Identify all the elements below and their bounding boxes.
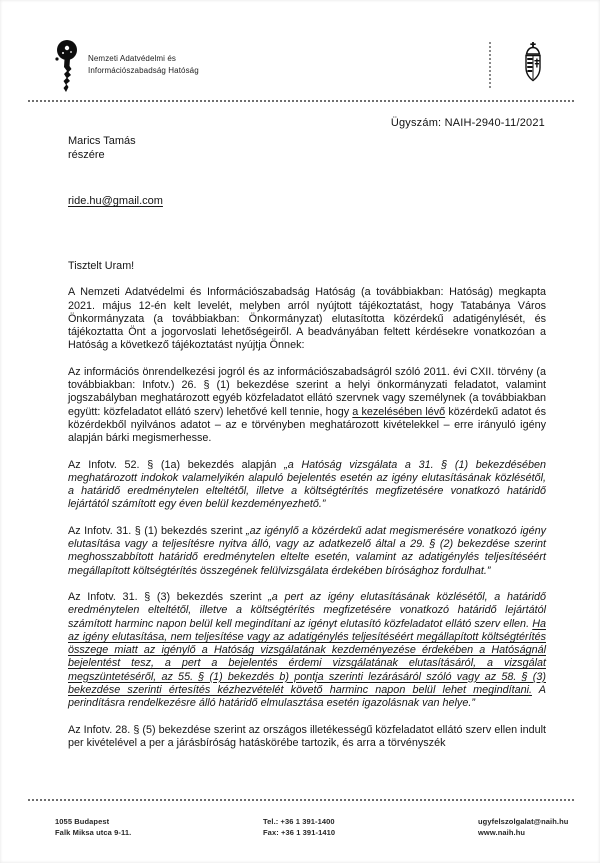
recipient-email: ride.hu@gmail.com (68, 195, 163, 207)
footer-phone (263, 816, 335, 838)
footer-address (55, 816, 131, 838)
case-number: Ügyszám: NAIH-2940-11/2021 (390, 117, 545, 129)
paragraph-intro-text: A Nemzeti Adatvédelmi és Információszabadság Hatóság (a továbbiakban: Hatóság) megkapta 2021. május 12-én kelt levelét, melyben arról nyújtott tájékoztatást, hogy Tatabánya Város Önkormányzata (a továbbiakban: Önkormányzat) elutasította közérdekű adatigénylését, és tájékoztatta Önt a jogorvoslati lehetőségeiről. A beadványában feltett kérdésekre vonatkozóan a Hatóság a következő tájékoztatást nyújtja Önnek: (68, 286, 546, 352)
paragraph-infotv-31-1-quote: „az igénylő a közérdekű adat megismerésére vonatkozó igény elutasítása vagy a teljesítésre nyitva álló, vagy az adatkezelő által a 29. § (2) bekezdése szerint meghosszabbított határidő eredménytelen eltelte esetén, valamint az adatigénylés teljesítéséért megállapított költségtérítés összegének felülvizsgálata érdekében bírósághoz fordulhat.” (68, 524, 547, 577)
footer-tel: Tel.: +36 1 391-1400 (263, 817, 335, 826)
footer-contact (478, 816, 568, 838)
paragraph-infotv-31-3-quote-start: „a pert az igény elutasításának közlésétől, a határidő eredménytelen elteltétől, illetve a költségtérítés megfizetésére vonatkozó határidő lejártától számított harminc napon belül kell megindítani az igényt elutasító közfeladatot ellátó szerv ellen. (68, 590, 547, 630)
letter-body (68, 260, 546, 763)
footer-address-line1: 1055 Budapest (55, 817, 110, 826)
footer-fax: Fax: +36 1 391-1410 (263, 828, 336, 837)
paragraph-infotv-31-3-quote-end: A perindításra rendelkezésre álló határidő elmulasztása esetén igazolásnak van helye.” (68, 684, 546, 710)
org-name (88, 53, 199, 76)
recipient-suffix: részére (68, 148, 105, 161)
paragraph-infotv-52-lead: Az Infotv. 52. § (1a) bekezdés alapján (68, 458, 285, 471)
recipient-block (68, 135, 163, 209)
org-name-line1: Nemzeti Adatvédelmi és (88, 54, 177, 63)
paragraph-infotv-26-post: közérdekű adatot és közérdekből nyilvános adatot – az e törvényben meghatározott kivételekkel – erre irányuló igény alapján bárki megismerhesse. (68, 405, 546, 445)
paragraph-infotv-31-3-quote-underlined: Ha az igény elutasítása, nem teljesítése vagy az adatigénylés teljesítéséért megállapított költségtérítés összege miatt az igénylő a Hatóság vizsgálatának kezdeményezése érdekében a Hatóságnál bejelentést tesz, a pert a bejelentés érdemi vizsgálatának elutasításáról, a vizsgálat megszüntetéséről, az 55. § (1) bekezdés b) pontja szerinti lezárásáról szóló vagy az 58. § (3) bekezdése szerinti értesítés kézhezvételét követő harminc napon belül lehet megindítani. (68, 617, 546, 697)
recipient-name: Marics Tamás (68, 135, 136, 147)
paragraph-infotv-26 (68, 366, 546, 446)
footer-dotted-divider (28, 799, 574, 801)
paragraph-infotv-31-1-lead: Az Infotv. 31. § (1) bekezdés szerint (68, 524, 246, 537)
header-dotted-divider (28, 100, 574, 102)
salutation: Tisztelt Uram! (68, 260, 135, 272)
paragraph-infotv-52 (68, 459, 546, 512)
vertical-dotted-divider (489, 42, 491, 88)
paragraph-infotv-52-quote: „a Hatóság vizsgálata a 31. § (1) bekezdésében meghatározott indokok valamelyikén alapuló bejelentés esetén az igény elutasításának közlésétől, a határidő eredménytelen elteltétől, illetve a költségtérítés megfizetésére vonatkozó határidő lejártától számított egy éven belül kezdeményezhető.” (68, 458, 546, 511)
paragraph-infotv-26-pre: Az információs önrendelkezési jogról és az információszabadságról szóló 2011. évi CXII. törvény (a továbbiakban: Infotv.) 26. § (1) bekezdése szerint a helyi önkormányzati feladatot, valamint jogszabályban meghatározott egyéb közfeladatot ellátó szervnek vagy személynek (a továbbiakban együtt: közfeladatot ellátó szerv) lehetővé kell tennie, hogy (68, 365, 546, 418)
paragraph-infotv-31-1 (68, 525, 546, 578)
footer-address-line2: Falk Miksa utca 9-11. (55, 828, 132, 837)
naih-key-logo-icon (54, 39, 80, 93)
hungarian-coat-of-arms-icon (521, 42, 545, 84)
paragraph-infotv-26-underlined: a kezelésében lévő (352, 405, 446, 418)
paragraph-infotv-31-3 (68, 591, 546, 711)
org-name-line2: Információszabadság Hatóság (88, 65, 199, 75)
paragraph-intro (68, 286, 546, 352)
paragraph-infotv-28-text: Az Infotv. 28. § (5) bekezdése szerint az országos illetékességű közfeladatot ellátó szerv ellen indult per kivételével a per a járásbíróság hatáskörébe tartozik, és arra a törvényszék (68, 723, 546, 749)
footer-email: ugyfelszolgalat@naih.hu (478, 817, 569, 826)
footer-website: www.naih.hu (478, 828, 526, 837)
paragraph-infotv-28 (68, 724, 546, 751)
paragraph-infotv-31-3-lead: Az Infotv. 31. § (3) bekezdés szerint (68, 590, 269, 603)
